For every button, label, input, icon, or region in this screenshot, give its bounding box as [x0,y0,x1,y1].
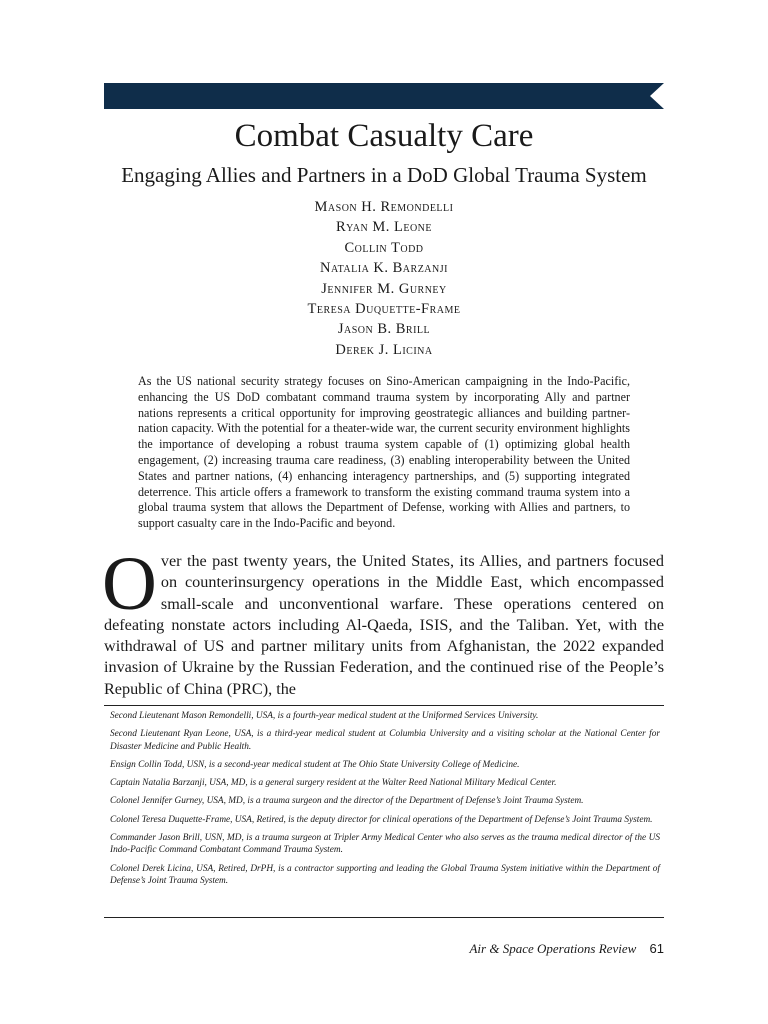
author-name: Natalia K. Barzanji [320,260,448,277]
author-name: Teresa Duquette-Frame [307,301,461,318]
footnote: Second Lieutenant Mason Remondelli, USA, is a fourth-year medical student at the Uniformed Services University. [110,711,539,721]
body-text: ver the past twenty years, the United States, its Allies, and partners focused on counterinsurgency operations in the Middle East, which encompassed small-scale and unconventional warfare. These operations centered on defeating nonstate actors including Al-Qaeda, ISIS, and the Taliban. Yet, with the withdrawal of US and partner military units from Afghanistan, the 2022 expanded invasion of Ukraine by the Russian Federation, and the continued rise of the People’s Republic of China (PRC), the [104,552,664,698]
article-title: Combat Casualty Care [234,118,534,154]
footnote: Second Lieutenant Ryan Leone, USA, is a third-year medical student at Columbia University and a visiting scholar at the National Center for Disaster Medicine and Public Health. [110,729,660,752]
abstract: As the US national security strategy focuses on Sino-American campaigning in the Indo-Pacific, enhancing the US DoD combatant command trauma system by incorporating Ally and partner nations represents a critical opportunity for improving geostrategic alliances and building partner-nation capacity. With the potential for a theater-wide war, the current security environment highlights the importance of developing a robust trauma system capable of (1) optimizing global health engagement, (2) increasing trauma care readiness, (3) enabling interoperability between the United States and partner nations, (4) enhancing interagency partnerships, and (5) supporting integrated deterrence. This article offers a framework to transform the existing command trauma system into a global trauma system that allows the Department of Defense, working with Allies and partners, to support casualty care in the Indo-Pacific and beyond. [138,374,630,531]
author-name: Jason B. Brill [337,321,431,338]
header-banner [104,83,664,109]
body-paragraph [102,542,664,700]
author-name: Collin Todd [344,239,424,256]
footnote: Colonel Teresa Duquette-Frame, USA, Retired, is the deputy director for clinical operations of the Department of Defense’s Joint Trauma System. [110,814,653,825]
author-name: Mason H. Remondelli [314,199,454,215]
footnote: Commander Jason Brill, USN, MD, is a trauma surgeon at Tripler Army Medical Center who also serves as the trauma medical director of the US Indo-Pacific Command Combatant Command Trauma System. [110,833,660,856]
footnote: Colonel Jennifer Gurney, USA, MD, is a trauma surgeon and the director of the Department of Defense’s Joint Trauma System. [110,796,584,807]
author-name: Derek J. Licina [335,341,433,358]
article-subtitle: Engaging Allies and Partners in a DoD Global Trauma System [121,163,647,187]
drop-cap: O [102,542,157,626]
author-name: Ryan M. Leone [335,219,432,236]
journal-name: Air & Space Operations Review [469,941,637,956]
page-footer [469,940,664,958]
footnote: Ensign Collin Todd, USN, is a second-year medical student at The Ohio State University College of Medicine. [110,759,520,770]
footnote: Colonel Derek Licina, USA, Retired, DrPH, is a contractor supporting and leading the Global Trauma System initiative within the Department of Defense’s Joint Trauma System. [110,863,660,886]
author-footnotes [104,705,664,918]
author-name: Jennifer M. Gurney [321,280,447,297]
page-number: 61 [649,941,664,956]
footnote: Captain Natalia Barzanji, USA, MD, is a general surgery resident at the Walter Reed National Military Medical Center. [110,778,557,789]
author-list [0,197,768,360]
